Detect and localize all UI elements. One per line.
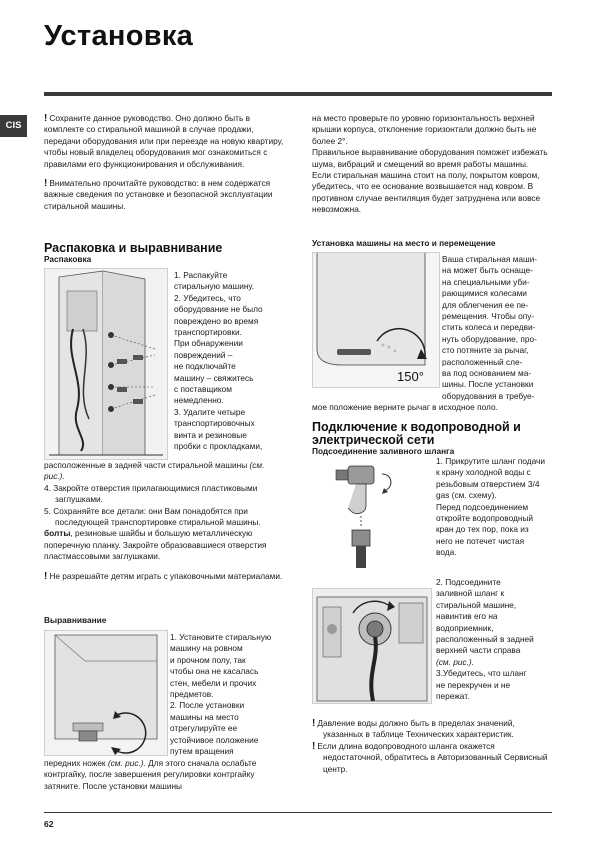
hose-line: не перекручен и не <box>436 679 511 690</box>
hose-line: резьбовым отверстием 3/4 <box>436 478 540 489</box>
tap-figure <box>312 460 430 570</box>
hose-line: верхней части справа <box>436 645 521 656</box>
hose-warnings <box>312 718 552 775</box>
warning-icon: ! <box>44 113 48 124</box>
level-line: путем вращения <box>170 746 234 757</box>
intro-text-1: Сохраните данное руководство. Оно должно быть в комплекте со стиральной машиной в случае продажи, передачи оборудования или при переезде на новую квартиру, чтобы новый владелец оборудования мог ознакомиться с правилами его функционирования и обслуживания. <box>44 113 284 169</box>
hose-line: к крану холодной воды с <box>436 467 531 478</box>
see-figure-ref: (см. рис.). <box>436 656 474 667</box>
hose-line: Перед подсоединением <box>436 501 529 512</box>
placement-line: на специальными уби- <box>442 276 530 287</box>
hose-line: 1. Прикрутите шланг подачи <box>436 456 545 466</box>
warning-icon: ! <box>44 570 48 582</box>
level-line: стен, мебели и прочих <box>170 677 257 688</box>
pressure-warning: Давление воды должно быть в пределах значений, указанных в таблице Технических характеристик. <box>317 718 515 740</box>
hose-line: него не потечет чистая <box>436 535 525 546</box>
level-line: машины на место <box>170 711 239 722</box>
unpack-figure <box>44 268 168 460</box>
unpack-line: При обнаружении <box>174 338 243 349</box>
hose-inlet-diagram <box>313 589 431 703</box>
placement-line: рающимися колесами <box>442 288 527 299</box>
placement-line: ремещения. Чтобы опу- <box>442 311 535 322</box>
warning-icon: ! <box>312 740 316 752</box>
water-tap-diagram <box>312 460 430 570</box>
unpack-cont-text: расположенные в задней части стиральной машины <box>44 460 250 470</box>
transport-bolts-diagram <box>45 269 167 459</box>
unpack-line: транспортировочных <box>174 418 255 429</box>
see-figure-ref: (см. рис.). <box>107 758 146 768</box>
header-rule <box>44 92 552 96</box>
bolts-bold: болты <box>44 528 71 539</box>
placement-line: расположенный сле- <box>442 356 523 367</box>
level-line: и прочном полу, так <box>170 654 246 665</box>
placement-line: оборудования в требуе- <box>442 390 535 401</box>
footer-rule <box>44 812 552 813</box>
page-title: Установка <box>44 20 194 52</box>
inlet-figure <box>312 588 432 704</box>
hose-line: заливной шланг к <box>436 588 505 599</box>
level-line: 1. Установите стиральную <box>170 632 272 642</box>
placement-line: для облегчения ее пе- <box>442 299 529 310</box>
hose-line: gas (см. схему). <box>436 490 497 501</box>
level-side-text <box>170 632 288 757</box>
placement-line: нуть оборудование, про- <box>442 333 537 344</box>
hose-side-text-2 <box>436 577 554 702</box>
placement-line: сто потяните за рычаг, <box>442 345 529 356</box>
leveling-feet-diagram <box>45 631 167 755</box>
level-line: предметов. <box>170 689 214 700</box>
step-4: 4. Закройте отверстия прилагающимися пластиковыми заглушками. <box>44 482 258 505</box>
hose-side-text-1 <box>436 456 554 559</box>
warning-icon: ! <box>312 718 316 729</box>
see-figure-ref: (см. рис.). <box>44 460 265 482</box>
intro-text-2: Внимательно прочитайте руководство: в нем содержатся важные сведения по установке и безопасной эксплуатации стиральной машины. <box>44 178 273 211</box>
level-check-text: на место проверьте по уровню горизонтальность верхней крышки корпуса, отклонение горизонтали должно быть не более 2°. <box>312 113 537 146</box>
unpack-heading: Распаковка и выравнивание <box>44 241 223 255</box>
level-cont-a: передних ножек <box>44 758 108 768</box>
section-tab: CIS <box>0 115 27 137</box>
right-top-text <box>312 113 552 216</box>
placement-line: на может быть оснаще- <box>442 265 533 276</box>
kids-warning: Не разрешайте детям играть с упаковочными материалами. <box>49 570 283 581</box>
hose-line: водоприемник, <box>436 622 494 633</box>
unpack-line: стиральную машину. <box>174 281 255 292</box>
unpack-line: повреждений – <box>174 349 233 360</box>
unpack-line: немедленно. <box>174 395 224 406</box>
angle-label: 150° <box>397 369 424 384</box>
level-line: устойчивое положение <box>170 734 259 745</box>
page-number: 62 <box>44 819 54 829</box>
placement-line: Ваша стиральная маши- <box>442 254 538 264</box>
wheel-lever-diagram <box>313 253 439 387</box>
level-line: чтобы она не касалась <box>170 666 259 677</box>
carpet-text: Если стиральная машина стоит на полу, покрытом ковром, убедитесь, что ее основание возвышается над ковром. В противном случае вентиляция будет затруднена или вовсе невозможна. <box>312 170 541 215</box>
placement-figure <box>312 252 440 388</box>
unpack-line: 2. Убедитесь, что <box>174 292 241 303</box>
placement-side-text <box>442 254 554 402</box>
level-subheading: Выравнивание <box>44 615 107 625</box>
hose-line: 2. Подсоедините <box>436 577 501 587</box>
unpack-line: повреждено во время <box>174 315 259 326</box>
hose-line: пережат. <box>436 691 470 702</box>
level-line: отрегулируйте ее <box>170 723 238 734</box>
placement-subheading: Установка машины на место и перемещение <box>312 238 496 248</box>
unpack-line: 3. Удалите четыре <box>174 406 246 417</box>
unpack-line: пробки с прокладками, <box>174 441 263 452</box>
placement-line: стить колеса и передви- <box>442 322 536 333</box>
unpack-line: машину – свяжитесь <box>174 372 254 383</box>
unpack-side-text <box>174 270 286 453</box>
level-continued <box>44 758 288 792</box>
hose-line: кран до тех пор, пока из <box>436 524 529 535</box>
unpack-line: транспортировки. <box>174 327 242 338</box>
level-cont-b: Для этого сначала ослабьте контргайку, после завершения регулировки контргайку затяните. После установки машины <box>44 758 257 791</box>
proper-level-text: Правильное выравнивание оборудования поможет избежать шума, вибраций и смещений во время работы машины. <box>312 147 548 169</box>
unpack-line: 1. Распакуйте <box>174 270 228 280</box>
hose-line: откройте водопроводный <box>436 513 534 524</box>
unpack-subheading: Распаковка <box>44 254 92 264</box>
unpack-line: винта и резиновые <box>174 429 247 440</box>
hose-line: расположенный в задней <box>436 634 534 645</box>
placement-cont: мое положение верните рычаг в исходное поло. <box>312 402 498 412</box>
bolts-text: , резиновые шайбы и большую металлическую поперечную планку. Закройте образовавшиеся отверстия пластмассовыми заглушками. <box>44 528 267 562</box>
hose-line: вода. <box>436 547 457 558</box>
hose-line: навинтив его на <box>436 611 498 622</box>
hose-line: 3.Убедитесь, что шланг <box>436 668 527 679</box>
warning-icon: ! <box>44 178 48 190</box>
connect-heading: Подключение к водопроводной и электрической сети <box>312 420 521 447</box>
unpack-line: не подключайте <box>174 361 236 372</box>
hose-subheading: Подсоединение заливного шланга <box>312 446 455 456</box>
length-warning: Если длина водопроводного шланга окажется недостаточной, обратитесь в Авторизованный Сервисный центр. <box>317 740 548 774</box>
hose-line: стиральной машине, <box>436 599 517 610</box>
level-line: 2. После установки <box>170 700 245 711</box>
placement-line: шины. После установки <box>442 379 534 390</box>
level-line: машину на ровном <box>170 643 243 654</box>
unpack-line: с поставщиком <box>174 384 232 395</box>
intro-block <box>44 113 284 212</box>
unpack-continued <box>44 460 286 582</box>
level-figure <box>44 630 168 756</box>
unpack-line: оборудование не было <box>174 304 263 315</box>
step-5: 5. Сохраняйте все детали: они Вам понадобятся при последующей транспортировке стиральной машины. <box>44 505 261 528</box>
placement-line: ва под основанием ма- <box>442 368 532 379</box>
